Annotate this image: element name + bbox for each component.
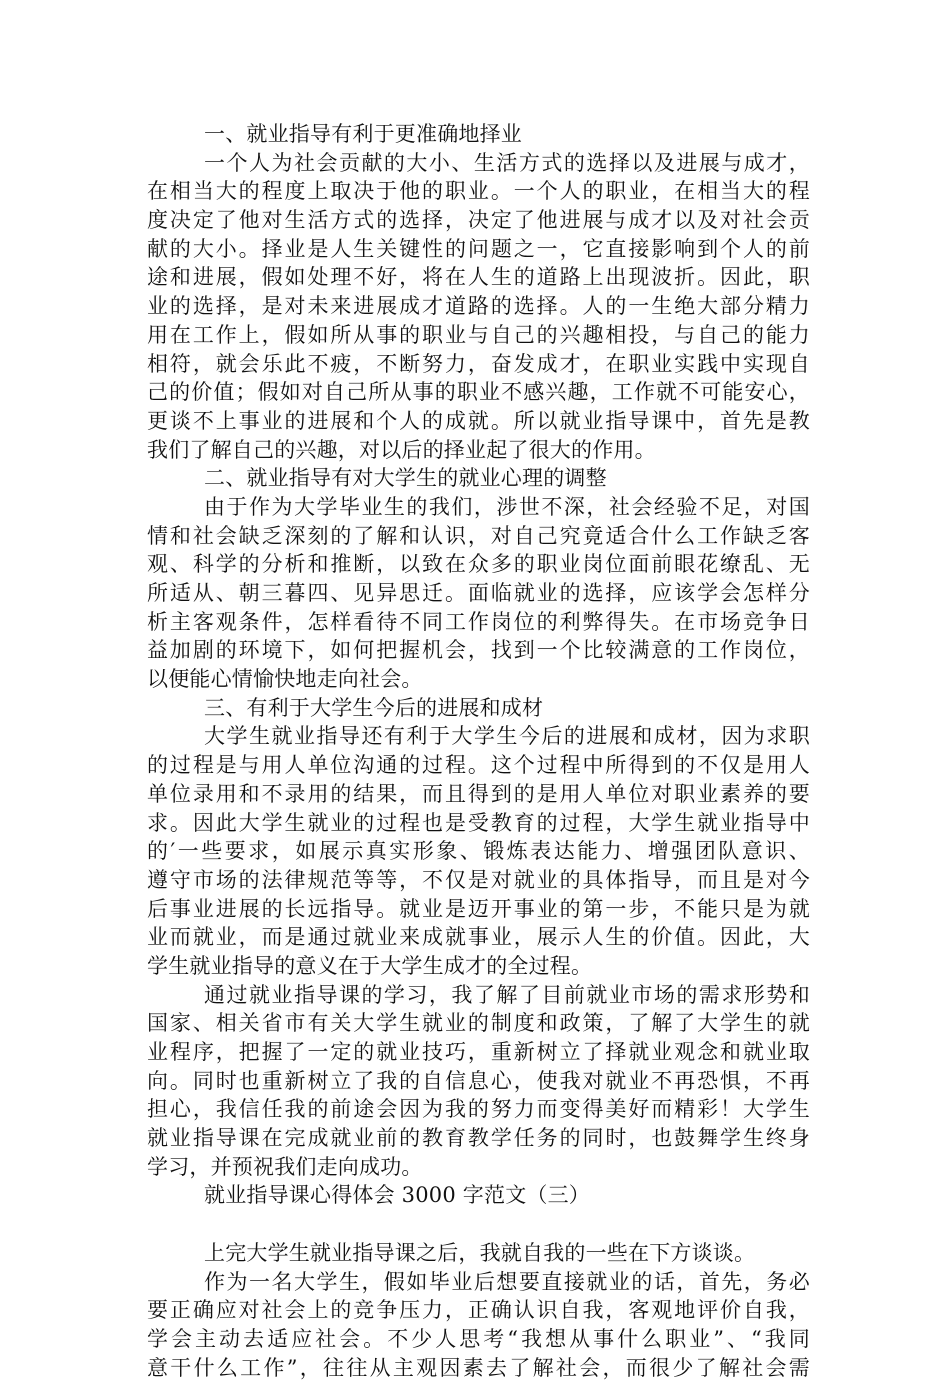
section-heading: 一、就业指导有利于更准确地择业 xyxy=(204,122,522,146)
paragraph-line: 就业指导课在完成就业前的教育教学任务的同时，也鼓舞学生终身 xyxy=(147,1126,810,1151)
paragraph-line: 由于作为大学毕业生的我们，涉世不深，社会经验不足，对国 xyxy=(204,494,810,519)
paragraph-line: 献的大小。择业是人生关键性的问题之一，它直接影响到个人的前 xyxy=(147,236,810,261)
paragraph-line: 学习，并预祝我们走向成功。 xyxy=(147,1154,423,1179)
blank-line xyxy=(147,1210,810,1239)
paragraph-line: 观、科学的分析和推断，以致在众多的职业岗位面前眼花缭乱、无 xyxy=(147,552,810,577)
paragraph-line: 意干什么工作”，往往从主观因素去了解社会，而很少了解社会需 xyxy=(147,1355,810,1380)
document-body xyxy=(147,120,810,1382)
paragraph-line: 业程序，把握了一定的就业技巧，重新树立了择就业观念和就业取 xyxy=(147,1040,810,1064)
paragraph-line: 上完大学生就业指导课之后，我就自我的一些在下方谈谈。 xyxy=(204,1240,756,1265)
paragraph-line: 业而就业，而是通过就业来成就事业，展示人生的价值。因此，大 xyxy=(147,925,810,950)
paragraph-line: 所适从、朝三暮四、见异思迁。面临就业的选择，应该学会怎样分 xyxy=(147,581,810,605)
paragraph-line: 益加剧的环境下，如何把握机会，找到一个比较满意的工作岗位， xyxy=(147,638,810,663)
paragraph-line: 大学生就业指导还有利于大学生今后的进展和成材，因为求职 xyxy=(204,724,810,749)
paragraph-line: 相符，就会乐此不疲，不断努力，奋发成才，在职业实践中实现自 xyxy=(147,351,810,376)
paragraph-line: 析主客观条件，怎样看待不同工作岗位的利弊得失。在市场竞争日 xyxy=(147,609,810,634)
paragraph-line: 遵守市场的法律规范等等，不仅是对就业的具体指导，而且是对今 xyxy=(147,867,810,892)
paragraph-line: 业的选择，是对未来进展成才道路的选择。人的一生绝大部分精力 xyxy=(147,294,810,319)
paragraph-line: 求。因此大学生就业的过程也是受教育的过程，大学生就业指导中 xyxy=(147,810,810,835)
paragraph-line: 作为一名大学生，假如毕业后想要直接就业的话，首先，务必 xyxy=(204,1269,810,1294)
paragraph-line: 学会主动去适应社会。不少人思考“我想从事什么职业”、“我同 xyxy=(147,1326,810,1351)
paragraph-line: 己的价值；假如对自己所从事的职业不感兴趣，工作就不可能安心， xyxy=(147,380,810,405)
paragraph-line: 在相当大的程度上取决于他的职业。一个人的职业，在相当大的程 xyxy=(147,179,810,204)
paragraph-line: 一个人为社会贡献的大小、生活方式的选择以及进展与成才， xyxy=(204,150,810,175)
paragraph-line: 担心，我信任我的前途会因为我的努力而变得美好而精彩！大学生 xyxy=(147,1097,810,1122)
paragraph-line: 单位录用和不录用的结果，而且得到的是用人单位对职业素养的要 xyxy=(147,781,810,806)
section-heading: 三、有利于大学生今后的进展和成材 xyxy=(204,695,544,720)
paragraph-line: 要正确应对社会上的竞争压力，正确认识自我，客观地评价自我， xyxy=(147,1298,810,1323)
paragraph-line: 用在工作上，假如所从事的职业与自己的兴趣相投，与自己的能力 xyxy=(147,322,810,347)
paragraph-line: 的′一些要求，如展示真实形象、锻炼表达能力、增强团队意识、 xyxy=(147,839,810,864)
paragraph-line: 学生就业指导的意义在于大学生成才的全过程。 xyxy=(147,953,593,978)
paragraph-line: 的过程是与用人单位沟通的过程。这个过程中所得到的不仅是用人 xyxy=(147,753,810,778)
paragraph-line: 国家、相关省市有关大学生就业的制度和政策，了解了大学生的就 xyxy=(147,1011,810,1036)
paragraph-line: 通过就业指导课的学习，我了解了目前就业市场的需求形势和 xyxy=(204,982,810,1007)
paragraph-line: 更谈不上事业的进展和个人的成就。所以就业指导课中，首先是教 xyxy=(147,408,810,433)
paragraph-line: 向。同时也重新树立了我的自信息心，使我对就业不再恐惧，不再 xyxy=(147,1068,810,1093)
section-heading: 二、就业指导有对大学生的就业心理的调整 xyxy=(204,466,607,491)
article-title: 就业指导课心得体会 3000 字范文（三） xyxy=(204,1183,590,1208)
paragraph-line: 度决定了他对生活方式的选择，决定了他进展与成才以及对社会贡 xyxy=(147,208,810,233)
paragraph-line: 情和社会缺乏深刻的了解和认识，对自己究竟适合什么工作缺乏客 xyxy=(147,523,810,548)
paragraph-line: 后事业进展的长远指导。就业是迈开事业的第一步，不能只是为就 xyxy=(147,896,810,921)
paragraph-line: 我们了解自己的兴趣，对以后的择业起了很大的作用。 xyxy=(147,437,656,462)
paragraph-line: 以便能心情愉快地走向社会。 xyxy=(147,667,423,692)
paragraph-line: 途和进展，假如处理不好，将在人生的道路上出现波折。因此，职 xyxy=(147,265,810,290)
